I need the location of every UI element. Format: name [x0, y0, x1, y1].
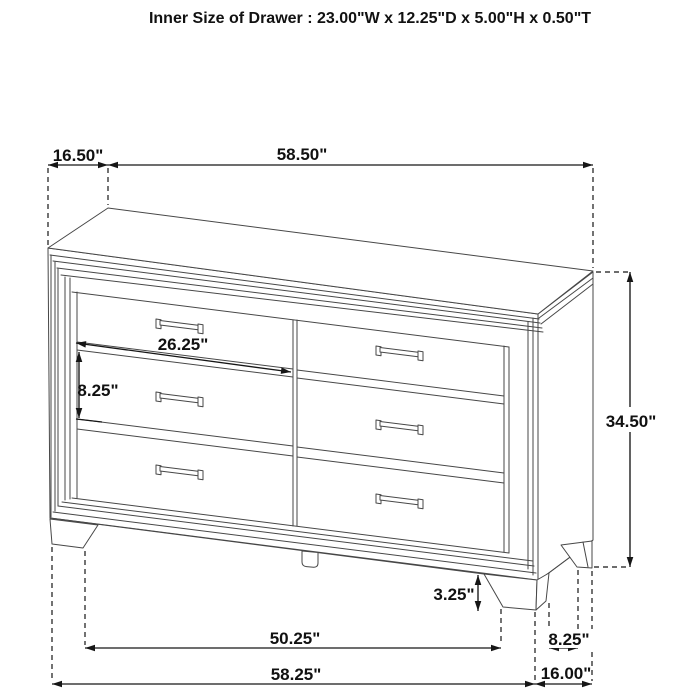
label-front-legs-inner-span: 50.25"	[269, 629, 321, 648]
center-support-peg	[302, 551, 318, 567]
dim-leg-height	[475, 575, 482, 611]
label-top-depth: 16.50"	[52, 146, 104, 165]
label-drawer-width: 26.25"	[157, 335, 209, 354]
side-face	[538, 272, 593, 581]
front-right-leg	[484, 574, 537, 610]
label-base-width: 58.25"	[270, 665, 322, 684]
label-base-depth: 16.00"	[540, 664, 592, 683]
label-leg-height: 3.25"	[433, 585, 475, 604]
label-drawer-height: 8.25"	[77, 381, 119, 400]
drawing-title: Inner Size of Drawer : 23.00"W x 12.25"D x 5.00"H x 0.50"T	[148, 10, 592, 27]
dim-top-width	[108, 162, 593, 169]
label-top-width: 58.50"	[276, 145, 328, 164]
label-overall-height: 34.50"	[605, 412, 657, 431]
label-rear-leg-spacing: 8.25"	[548, 630, 590, 649]
dresser-drawing	[48, 208, 593, 610]
